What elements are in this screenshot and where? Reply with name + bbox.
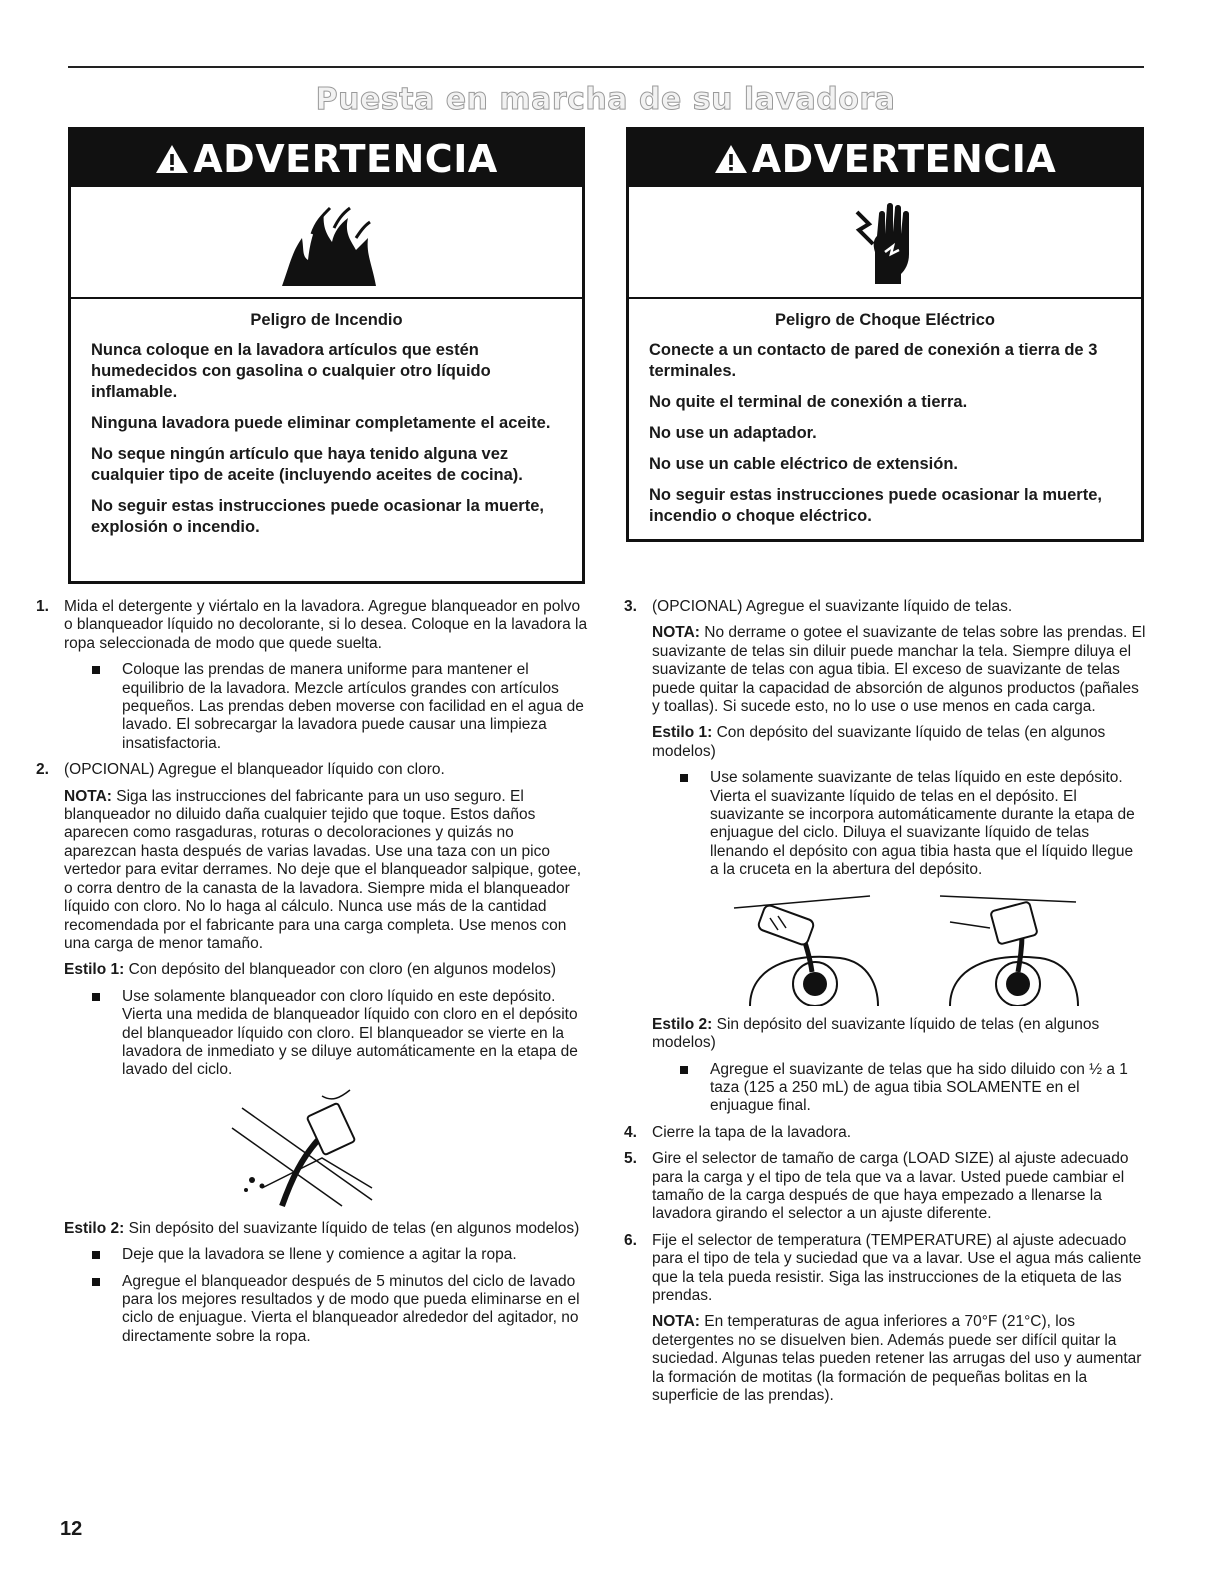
hazard-title: Peligro de Choque Eléctrico: [774, 311, 996, 329]
bullet-square-icon: [92, 1278, 100, 1286]
style-text: Sin depósito del suavizante líquido de telas (en algunos modelos): [652, 1015, 1100, 1052]
step-text: Fije el selector de temperatura (TEMPERATURE) al ajuste adecuado para el tipo de tela y suciedad que va a lavar. Use el agua más caliente que la tela pueda resistir. Siga las instrucciones de la etiqueta de las prendas.: [652, 1231, 1142, 1304]
step-text: (OPCIONAL) Agregue el blanqueador líquido con cloro.: [64, 761, 445, 779]
softener-dispenser-illustration: [664, 888, 1146, 1006]
top-rule: [68, 66, 1144, 68]
right-column: [624, 598, 1146, 1413]
bullet-square-icon: [92, 993, 100, 1001]
note-text: No derrame o gotee el suavizante de telas sobre las prendas. El suavizante de telas sin diluir puede manchar la tela. Siempre diluya el suavizante de telas con agua tibia. El exceso de suavizante de telas puede quitar la capacidad de absorción de algunos productos (pañales y toallas). Si sucede esto, no lo use o use menos en cada carga.: [652, 624, 1146, 716]
step-4: [624, 1124, 1146, 1142]
warning-header: [71, 130, 582, 187]
note-paragraph: [64, 788, 588, 954]
left-column: [36, 598, 588, 1354]
bullet-text: Use solamente suavizante de telas líquido en este depósito. Vierta el suavizante líquido de telas en el depósito. El suavizante se incorpora automáticamente durante la etapa de enjuague del ciclo. Diluya el suavizante líquido de telas llenando el depósito con agua tibia hasta que el líquido llegue a la cruceta en la abertura del depósito.: [710, 769, 1135, 879]
bullet-item: [92, 1246, 588, 1264]
warning-line: No quite el terminal de conexión a tierra.: [649, 393, 968, 411]
bullet-square-icon: [680, 774, 688, 782]
electric-pictogram: [629, 187, 1141, 299]
bullet-item: [680, 1061, 1146, 1116]
warning-header-label: ADVERTENCIA: [193, 136, 498, 181]
note-label: NOTA:: [652, 624, 700, 642]
page-title: Puesta en marcha de su lavadora: [315, 82, 896, 117]
step-text: Gire el selector de tamaño de carga (LOAD SIZE) al ajuste adecuado para la carga y el tipo de tela que va a lavar. Usted puede cambiar el tamaño de la carga después de que haya empezado a llenarse la lavadora girando el selector a un ajuste diferente.: [652, 1150, 1129, 1223]
fire-icon: [272, 194, 382, 290]
warning-line: No use un adaptador.: [649, 424, 817, 442]
electric-shock-icon: [845, 194, 925, 290]
bullet-text: Coloque las prendas de manera uniforme para mantener el equilibrio de la lavadora. Mezcle artículos grandes con artículos pequeños. Las prendas deben moverse con facilidad en el agua de lavado. El sobrecargar la lavadora puede causar una limpieza insatisfactoria.: [122, 661, 584, 752]
style-1-paragraph: [652, 724, 1146, 761]
step-5: [624, 1150, 1146, 1224]
step-text: Mida el detergente y viértalo en la lavadora. Agregue blanqueador en polvo o blanqueador líquido no decolorante, si lo desea. Coloque en la lavadora la ropa seleccionada de modo que quede suelta.: [64, 598, 588, 652]
step-number: 3.: [624, 598, 637, 615]
note-text: En temperaturas de agua inferiores a 70°F (21°C), los detergentes no se disuelven bien. Además puede ser difícil quitar la suciedad. Algunas telas pueden retener las arrugas del uso y aumentar la formación de motitas (la formación de pequeñas bolitas en la superficie de las prendas).: [652, 1313, 1142, 1404]
bullet-square-icon: [92, 1251, 100, 1259]
style-label: Estilo 1:: [652, 724, 713, 742]
bullet-item: [92, 1273, 588, 1347]
style-text: Sin depósito del suavizante líquido de telas (en algunos modelos): [124, 1219, 580, 1237]
step-number: 4.: [624, 1123, 637, 1141]
note-label: NOTA:: [64, 787, 112, 805]
page-number: 12: [60, 1518, 83, 1540]
warning-triangle-icon: [155, 143, 189, 175]
step-text: Cierre la tapa de la lavadora.: [652, 1123, 852, 1141]
bullet-square-icon: [92, 666, 100, 674]
step-6: [624, 1232, 1146, 1306]
warning-line: Ninguna lavadora puede eliminar completamente el aceite.: [91, 414, 551, 432]
pouring-water-cup-icon: [930, 888, 1080, 1006]
warning-line: No seque ningún artículo que haya tenido alguna vez cualquier tipo de aceite (incluyendo aceites de cocina).: [91, 445, 523, 484]
fire-warning-box: [68, 127, 585, 584]
style-text: Con depósito del suavizante líquido de telas (en algunos modelos): [652, 724, 1106, 760]
bullet-square-icon: [680, 1066, 688, 1074]
bullet-item: [92, 661, 588, 753]
step-number: 1.: [36, 598, 49, 615]
bullet-text: Agregue el suavizante de telas que ha sido diluido con ½ a 1 taza (125 a 250 mL) de agua tibia SOLAMENTE en el enjuague final.: [710, 1060, 1128, 1115]
warning-line: No use un cable eléctrico de extensión.: [649, 455, 959, 473]
step-number: 6.: [624, 1231, 637, 1249]
note-paragraph: [652, 1313, 1146, 1405]
bleach-dispenser-illustration: [36, 1088, 588, 1210]
style-label: Estilo 2:: [64, 1219, 125, 1237]
warning-header: [629, 130, 1141, 187]
note-text: Siga las instrucciones del fabricante para un uso seguro. El blanqueador no diluido daña cualquier tejido que toque. Estos daños aparecen como rasgaduras, roturas o decoloraciones y quizás no aparezcan hasta después de varias lavadas. Use una taza con un pico vertedor para evitar derrames. No deje que el blanqueador salpique, gotee, o corra dentro de la canasta de la lavadora. Siempre mida el blanqueador líquido con cloro. No lo haga al cálculo. Nunca use más de la cantidad recomendada por el fabricante para una carga completa. Use menos con una carga de menor tamaño.: [64, 787, 581, 952]
warning-triangle-icon: [714, 143, 748, 175]
pouring-bottle-icon: [730, 888, 880, 1006]
fire-pictogram: [71, 187, 582, 299]
step-number: 2.: [36, 761, 49, 779]
bullet-text: Agregue el blanqueador después de 5 minutos del ciclo de lavado para los mejores resultados y de modo que pueda eliminarse en el ciclo de enjuague. Vierta el blanqueador alrededor del agitador, no directamente sobre la ropa.: [122, 1272, 580, 1345]
step-text: (OPCIONAL) Agregue el suavizante líquido de telas.: [652, 598, 1013, 615]
note-paragraph: [652, 624, 1146, 716]
style-2-paragraph: [652, 1016, 1146, 1053]
warning-header-label: ADVERTENCIA: [751, 136, 1057, 181]
electric-warning-box: [626, 127, 1144, 542]
pouring-cup-icon: [222, 1088, 402, 1210]
style-label: Estilo 1:: [64, 961, 125, 979]
warning-line: No seguir estas instrucciones puede ocasionar la muerte, incendio o choque eléctrico.: [649, 486, 1102, 525]
hazard-title: Peligro de Incendio: [250, 311, 403, 329]
bullet-item: [92, 988, 588, 1080]
step-2: [36, 761, 588, 779]
step-number: 5.: [624, 1150, 637, 1168]
bullet-text: Use solamente blanqueador con cloro líquido en este depósito. Vierta una medida de blanqueador líquido con cloro en el depósito del blanqueador líquido con cloro. El blanqueador se vierte en la lavadora de inmediato y se diluye automáticamente en la etapa de lavado del ciclo.: [122, 987, 578, 1079]
note-label: NOTA:: [652, 1313, 700, 1331]
style-2-paragraph: [64, 1220, 588, 1238]
style-label: Estilo 2:: [652, 1015, 713, 1033]
step-3: [624, 598, 1146, 616]
warning-line: Nunca coloque en la lavadora artículos que estén humedecidos con gasolina o cualquier otro líquido inflamable.: [91, 341, 491, 401]
bullet-text: Deje que la lavadora se llene y comience a agitar la ropa.: [122, 1246, 517, 1264]
style-text: Con depósito del blanqueador con cloro (en algunos modelos): [124, 961, 556, 979]
bullet-item: [680, 769, 1146, 879]
warning-line: No seguir estas instrucciones puede ocasionar la muerte, explosión o incendio.: [91, 497, 544, 536]
warning-line: Conecte a un contacto de pared de conexión a tierra de 3 terminales.: [649, 341, 1098, 380]
step-1: [36, 598, 588, 653]
style-1-paragraph: [64, 961, 588, 979]
